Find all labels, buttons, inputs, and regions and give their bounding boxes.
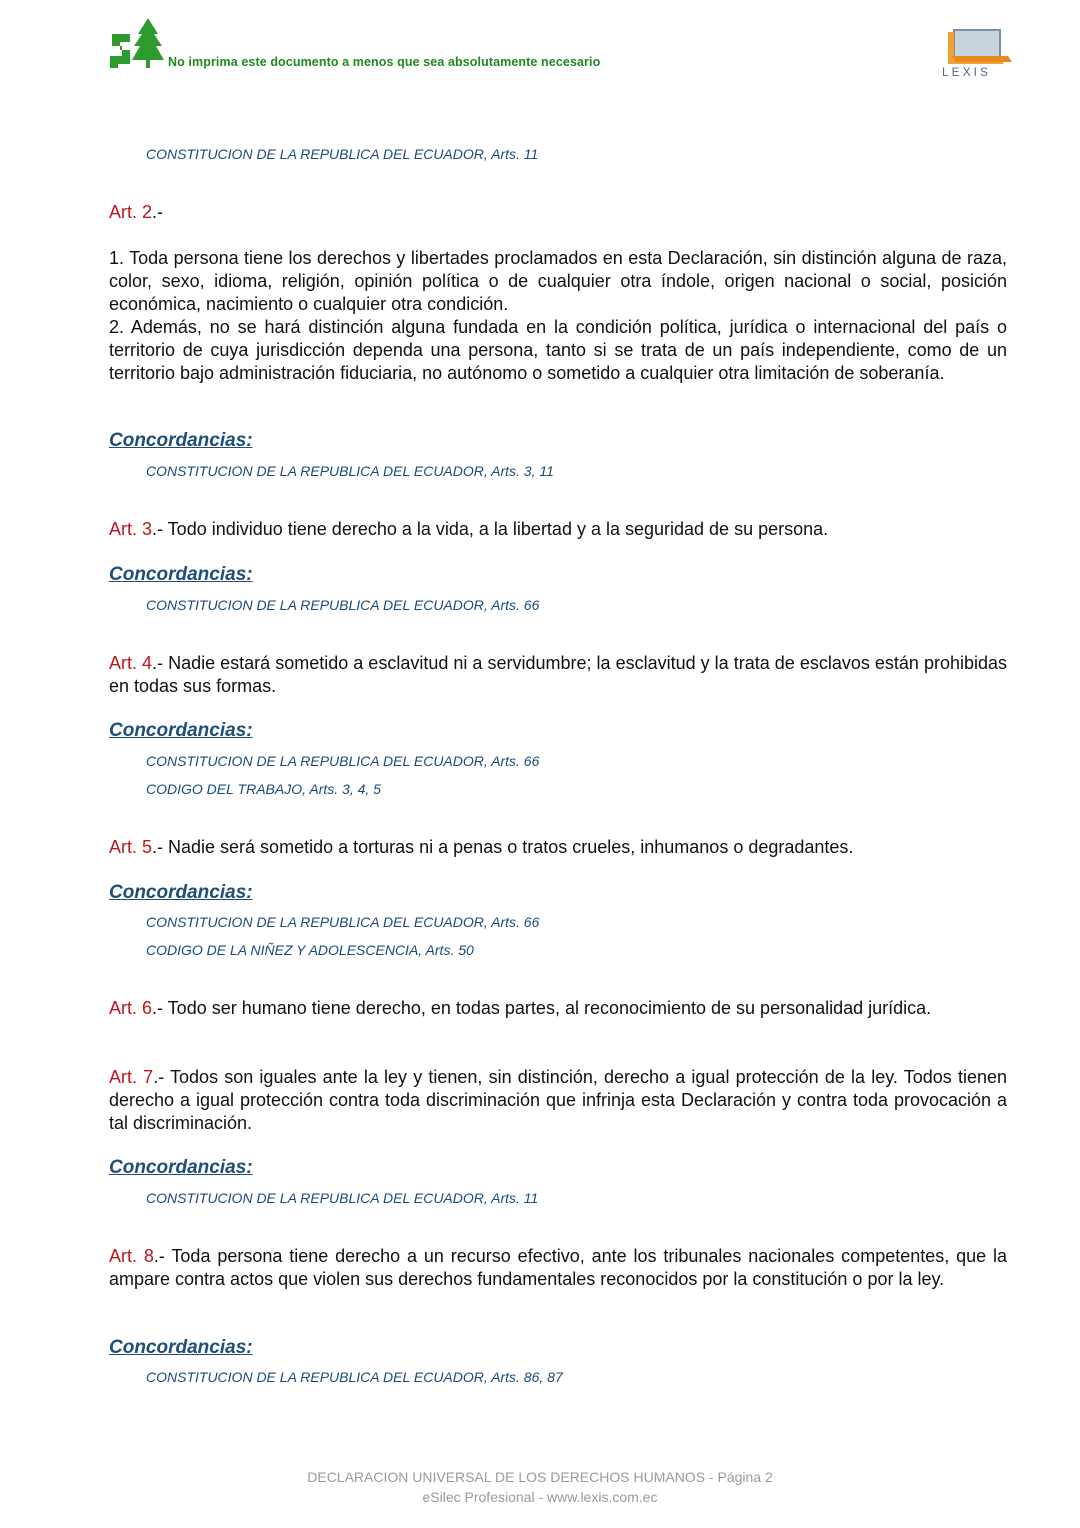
article-text: .- Nadie estará sometido a esclavitud ni a servidumbre; la esclavitud y la trata de esclavos están prohibidas en todas sus formas. bbox=[109, 653, 1008, 696]
concordancias-heading: Concordancias: bbox=[109, 1337, 253, 1358]
article bbox=[109, 997, 1007, 1020]
article-text: .- Todo individuo tiene derecho a la vida, a la libertad y a la seguridad de su persona. bbox=[152, 519, 829, 539]
article bbox=[109, 518, 1007, 541]
article-text: .- Toda persona tiene derecho a un recurso efectivo, ante los tribunales nacionales competentes, que la ampare contra actos que violen sus derechos fundamentales reconocidos por la constitución o por la ley. bbox=[109, 1246, 1008, 1289]
article-text: .- Todo ser humano tiene derecho, en todas partes, al reconocimiento de su personalidad jurídica. bbox=[152, 998, 932, 1018]
article-number: Art. 4 bbox=[109, 653, 153, 673]
concordancias-heading: Concordancias: bbox=[109, 564, 253, 585]
footer-title: DECLARACION UNIVERSAL DE LOS DERECHOS HUMANOS - Página 2 bbox=[307, 1469, 773, 1485]
article-text: .- Todos son iguales ante la ley y tienen, sin distinción, derecho a igual protección de la ley. Todos tienen derecho a igual protección contra toda discriminación que infrinja esta Declaración y contra toda provocación a tal discriminación. bbox=[109, 1067, 1007, 1133]
concordance-ref: CONSTITUCION DE LA REPUBLICA DEL ECUADOR, Arts. 86, 87 bbox=[146, 1369, 563, 1385]
concordancias-heading: Concordancias: bbox=[109, 430, 253, 451]
concordance-ref: CONSTITUCION DE LA REPUBLICA DEL ECUADOR, Arts. 66 bbox=[146, 753, 540, 769]
concordance-ref: CONSTITUCION DE LA REPUBLICA DEL ECUADOR, Arts. 11 bbox=[146, 1190, 539, 1206]
article bbox=[109, 652, 1007, 698]
article-number: Art. 8 bbox=[109, 1246, 154, 1266]
lexis-logo-text: LEXIS bbox=[942, 65, 992, 79]
article bbox=[109, 1066, 1007, 1135]
concordance-ref: CONSTITUCION DE LA REPUBLICA DEL ECUADOR, Arts. 3, 11 bbox=[146, 463, 554, 479]
article-heading bbox=[109, 201, 1007, 224]
article bbox=[109, 836, 1007, 859]
article bbox=[109, 1245, 1007, 1291]
concordance-ref: CONSTITUCION DE LA REPUBLICA DEL ECUADOR, Arts. 66 bbox=[146, 597, 540, 613]
concordance-ref: CONSTITUCION DE LA REPUBLICA DEL ECUADOR, Arts. 66 bbox=[146, 914, 540, 930]
tree-logo-icon bbox=[108, 16, 164, 72]
article-number: Art. 2 bbox=[109, 202, 153, 222]
article-separator: .- bbox=[152, 202, 164, 222]
concordance-ref: CODIGO DEL TRABAJO, Arts. 3, 4, 5 bbox=[146, 781, 381, 797]
print-notice: No imprima este documento a menos que sea absolutamente necesario bbox=[168, 55, 601, 69]
article-paragraph: 2. Además, no se hará distinción alguna fundada en la condición política, jurídica o internacional del país o territorio de cuya jurisdicción dependa una persona, tanto si se trata de un país independiente, como de un territorio bajo administración fiduciaria, no autónomo o sometido a cualquier otra limitación de soberanía. bbox=[109, 317, 1007, 383]
article-number: Art. 7 bbox=[109, 1067, 154, 1087]
footer-source: eSilec Profesional - www.lexis.com.ec bbox=[422, 1489, 658, 1505]
article-paragraph: 1. Toda persona tiene los derechos y libertades proclamados en esta Declaración, sin distinción alguna de raza, color, sexo, idioma, religión, opinión política o de cualquier otra índole, origen nacional o social, posición económica, nacimiento o cualquier otra condición. bbox=[109, 248, 1007, 314]
concordance-ref: CODIGO DE LA NIÑEZ Y ADOLESCENCIA, Arts. 50 bbox=[146, 942, 474, 958]
article-text: .- Nadie será sometido a torturas ni a penas o tratos crueles, inhumanos o degradantes. bbox=[152, 837, 854, 857]
concordance-ref: CONSTITUCION DE LA REPUBLICA DEL ECUADOR, Arts. 11 bbox=[146, 146, 539, 162]
article-number: Art. 5 bbox=[109, 837, 153, 857]
concordancias-heading: Concordancias: bbox=[109, 720, 253, 741]
article-number: Art. 3 bbox=[109, 519, 153, 539]
concordancias-heading: Concordancias: bbox=[109, 882, 253, 903]
concordancias-heading: Concordancias: bbox=[109, 1157, 253, 1178]
article-number: Art. 6 bbox=[109, 998, 153, 1018]
page-header bbox=[0, 0, 1080, 90]
